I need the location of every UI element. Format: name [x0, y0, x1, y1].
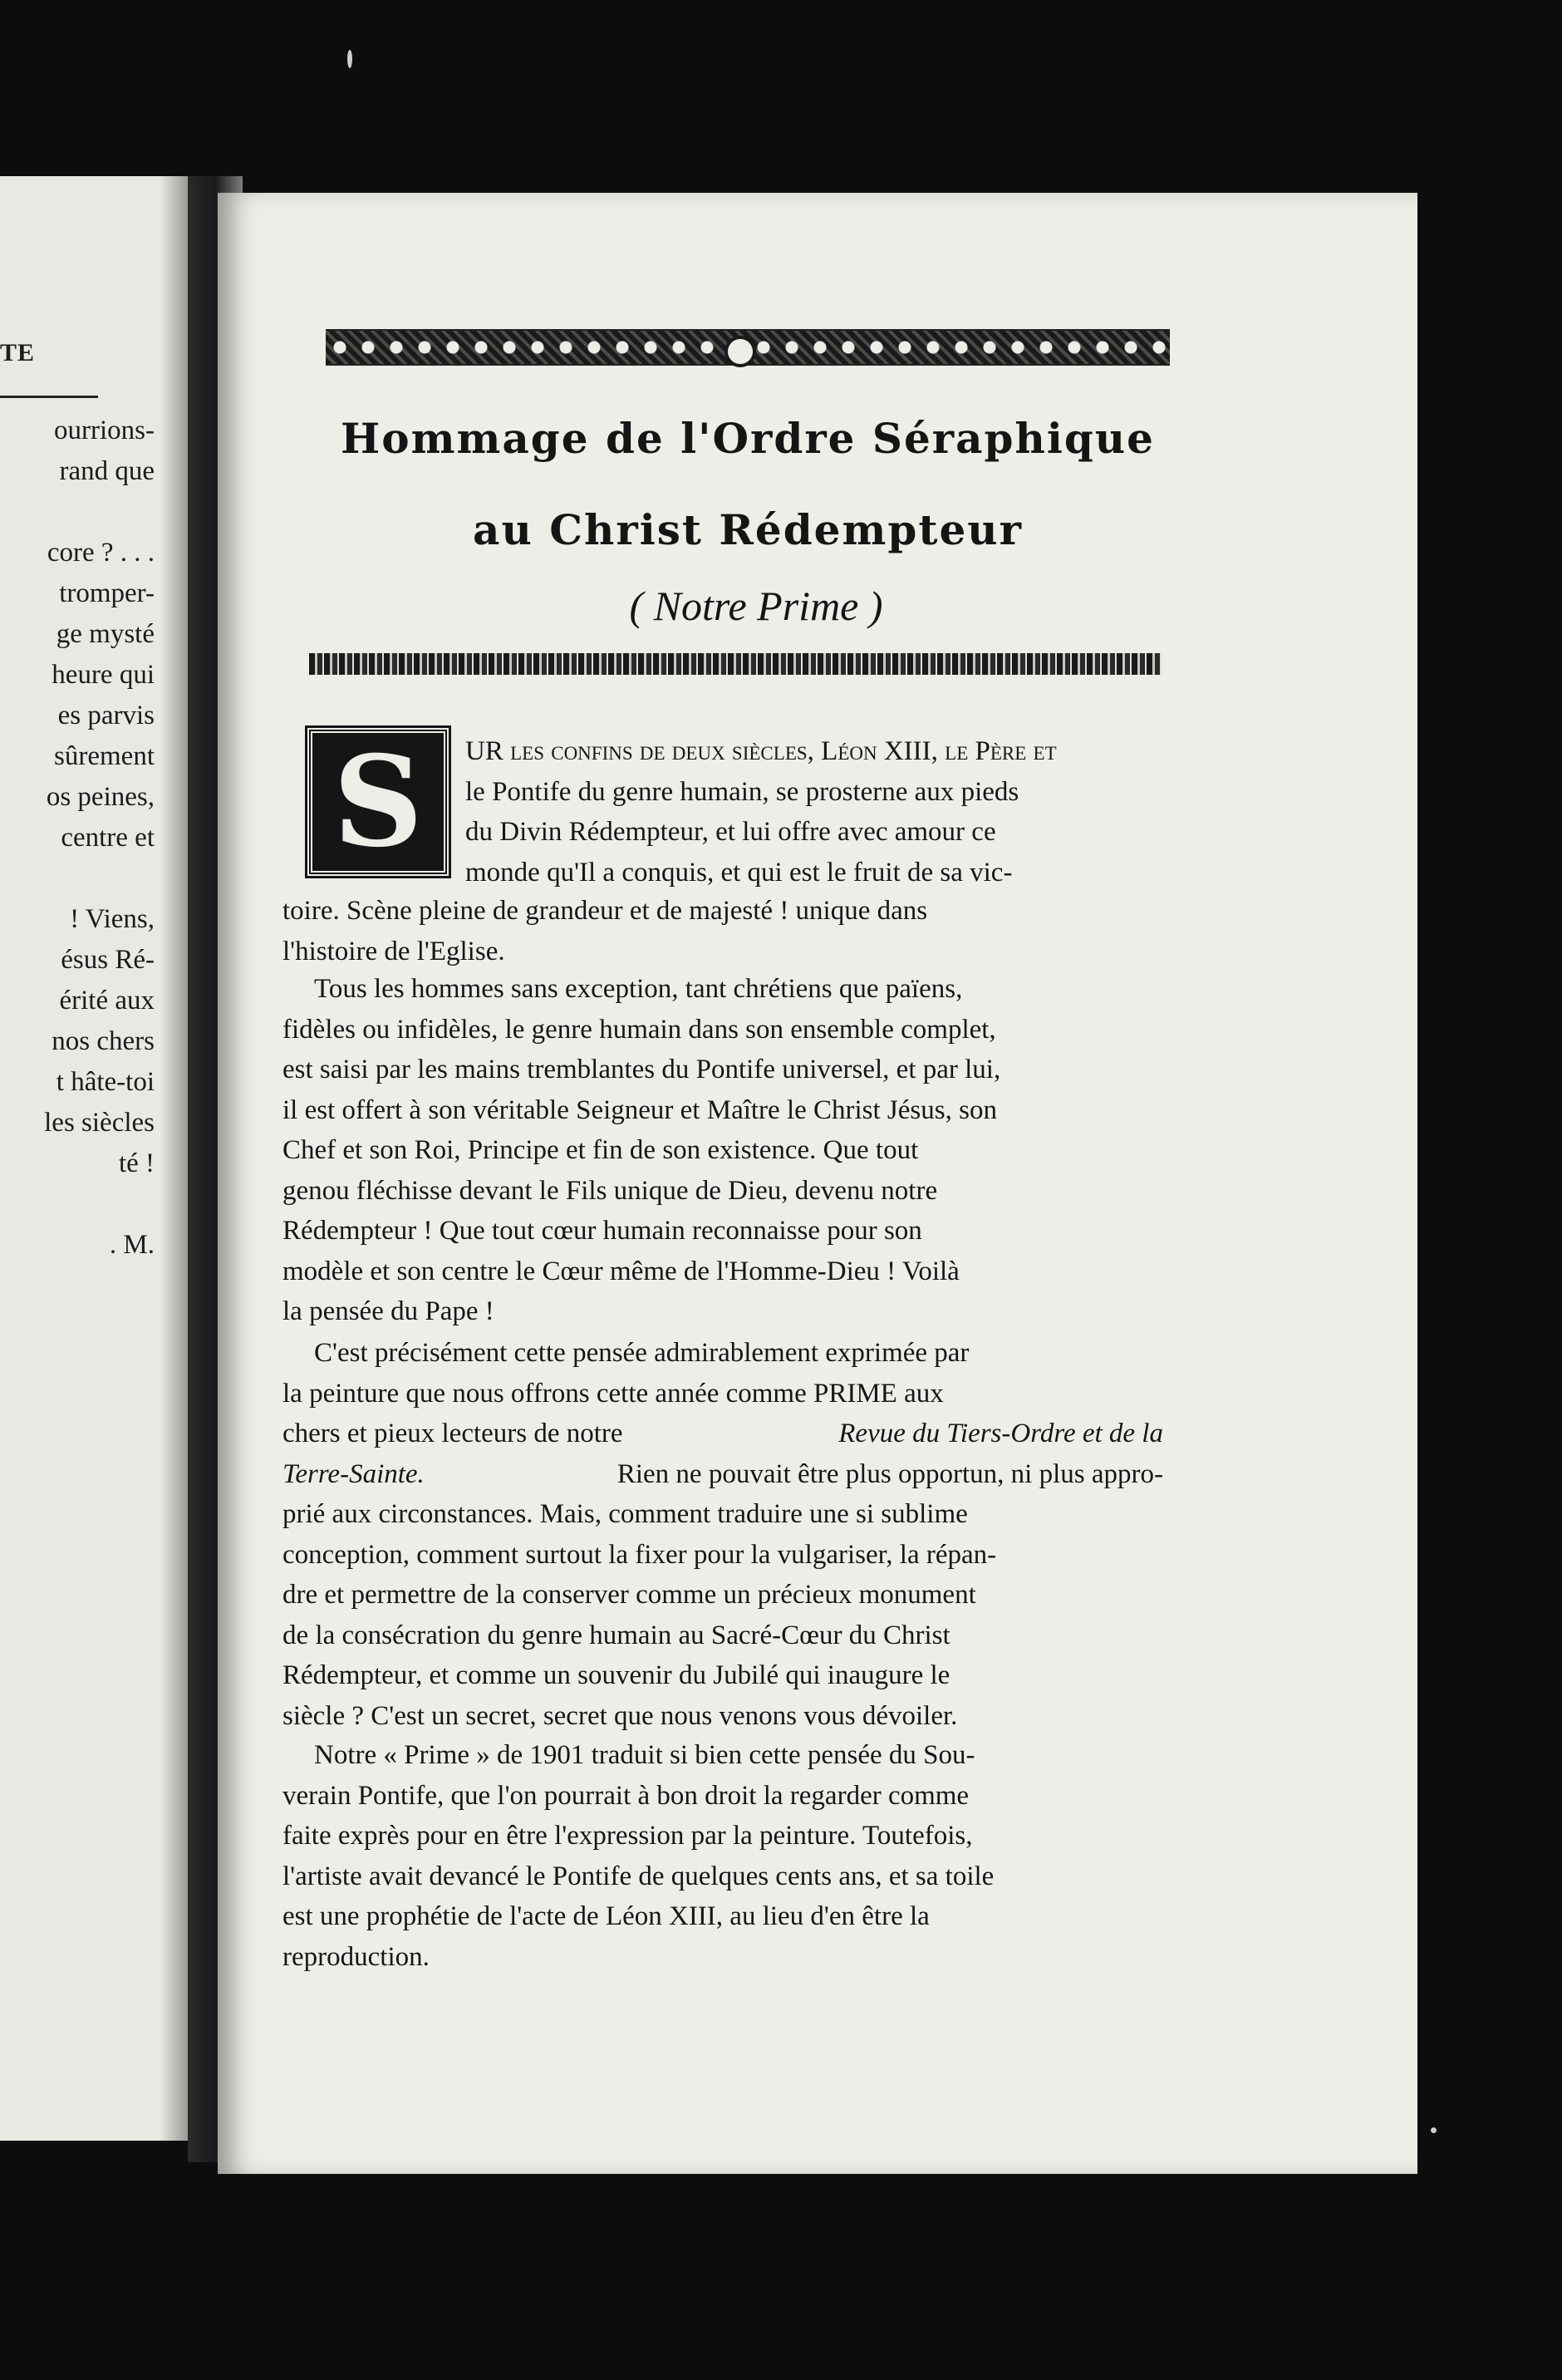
review-title-cont: Terre-Sainte.	[282, 1458, 425, 1489]
left-line: rand que	[59, 456, 155, 486]
text-line: le Pontife du genre humain, se prosterne aux pieds	[465, 776, 1019, 807]
left-line: sûrement	[54, 741, 155, 771]
paragraph-2	[282, 969, 1163, 1332]
text-line: Terre-Sainte. Rien ne pouvait être plus opportun, ni plus appro-	[282, 1454, 1163, 1495]
left-line	[0, 492, 155, 533]
paragraph-4	[282, 1735, 1163, 1977]
left-line: . M.	[109, 1230, 155, 1260]
text-line: du Divin Rédempteur, et lui offre avec amour ce	[465, 817, 996, 847]
left-line: centre et	[61, 823, 155, 853]
left-line: ésus Ré-	[61, 945, 155, 975]
text-line: est saisi par les mains tremblantes du Pontife universel, et par lui,	[282, 1055, 1001, 1084]
left-line: ge mysté	[56, 619, 155, 649]
paragraph-1-continued	[282, 891, 1163, 971]
text-line: est une prophétie de l'acte de Léon XIII, au lieu d'en être la	[282, 1901, 930, 1931]
text-line: faite exprès pour en être l'expression par la peinture. Toutefois,	[282, 1821, 973, 1851]
left-line: té !	[118, 1148, 155, 1178]
text-line: Rédempteur, et comme un souvenir du Jubilé qui inaugure le	[282, 1660, 950, 1690]
text-line: fidèles ou infidèles, le genre humain dans son ensemble complet,	[282, 1014, 996, 1045]
text-line: C'est précisément cette pensée admirablement exprimée par	[314, 1338, 970, 1368]
text-line: Rédempteur ! Que tout cœur humain reconnaisse pour son	[282, 1216, 922, 1246]
left-line: ! Viens,	[70, 904, 155, 934]
drop-cap: S	[307, 728, 449, 876]
film-speck	[1431, 2127, 1437, 2133]
left-line: os peines,	[46, 782, 155, 812]
text-line: la pensée du Pape !	[282, 1296, 494, 1326]
text-line: Chef et son Roi, Principe et fin de son existence. Que tout	[282, 1135, 919, 1165]
left-line: érité aux	[59, 986, 155, 1015]
left-line: core ? . . .	[47, 538, 155, 568]
text-line: prié aux circonstances. Mais, comment traduire une si sublime	[282, 1499, 968, 1529]
paragraph-1-opening	[465, 731, 1163, 893]
text-line: toire. Scène pleine de grandeur et de majesté ! unique dans	[282, 896, 928, 926]
text-line: genou fléchisse devant le Fils unique de Dieu, devenu notre	[282, 1175, 938, 1206]
text-line: reproduction.	[282, 1941, 430, 1972]
text-line: l'histoire de l'Eglise.	[282, 936, 505, 966]
left-line: t hâte-toi	[56, 1067, 155, 1097]
text-line: Notre « Prime » de 1901 traduit si bien cette pensée du Sou-	[314, 1740, 975, 1770]
left-line: tromper-	[59, 578, 155, 608]
text-line: UR les confins de deux siècles, Léon XIII, le Père et	[465, 736, 1057, 766]
text-line: Tous les hommes sans exception, tant chrétiens que païens,	[314, 974, 963, 1004]
ornamental-border-rule	[309, 653, 1162, 675]
film-speck	[347, 50, 352, 68]
page-shade	[160, 176, 188, 2141]
left-line	[0, 1184, 155, 1225]
review-title: Revue du Tiers-Ordre et de la	[838, 1419, 1163, 1448]
text-line: de la consécration du genre humain au Sacré-Cœur du Christ	[282, 1620, 950, 1650]
left-line: heure qui	[52, 660, 155, 690]
text-line: conception, comment surtout la fixer pour la vulgariser, la répan-	[282, 1539, 997, 1570]
text-line: verain Pontife, que l'on pourrait à bon droit la regarder comme	[282, 1780, 970, 1811]
text-line: l'artiste avait devancé le Pontife de quelques cents ans, et sa toile	[282, 1861, 995, 1891]
text-line: dre et permettre de la conserver comme un précieux monument	[282, 1580, 976, 1610]
text-line: modèle et son centre le Cœur même de l'Homme-Dieu ! Voilà	[282, 1256, 960, 1286]
ornament-medallion	[725, 336, 756, 367]
left-line: es parvis	[57, 701, 155, 730]
left-line: nos chers	[52, 1026, 155, 1056]
article-title-line-2: au Christ Rédempteur	[473, 505, 1023, 554]
article-subtitle: ( Notre Prime )	[629, 583, 883, 629]
left-page-text	[0, 411, 155, 1266]
left-line: les siècles	[44, 1108, 155, 1138]
text-line: la peinture que nous offrons cette année comme PRIME aux	[282, 1378, 944, 1409]
text-line: siècle ? C'est un secret, secret que nous venons vous dévoiler.	[282, 1700, 958, 1731]
paragraph-3	[282, 1333, 1163, 1736]
article-title-line-1: Hommage de l'Ordre Séraphique	[341, 414, 1155, 463]
text-line: monde qu'Il a conquis, et qui est le fruit de sa vic-	[465, 857, 1013, 888]
text-line: il est offert à son véritable Seigneur et Maître le Christ Jésus, son	[282, 1094, 997, 1125]
left-line: ourrions-	[54, 416, 155, 445]
left-page-running-header: TE	[0, 339, 36, 366]
previous-page	[0, 176, 188, 2141]
left-line	[0, 858, 155, 899]
text-line: chers et pieux lecteurs de notre Revue du Tiers-Ordre et de la	[282, 1414, 1163, 1454]
left-page-rule	[0, 396, 98, 398]
